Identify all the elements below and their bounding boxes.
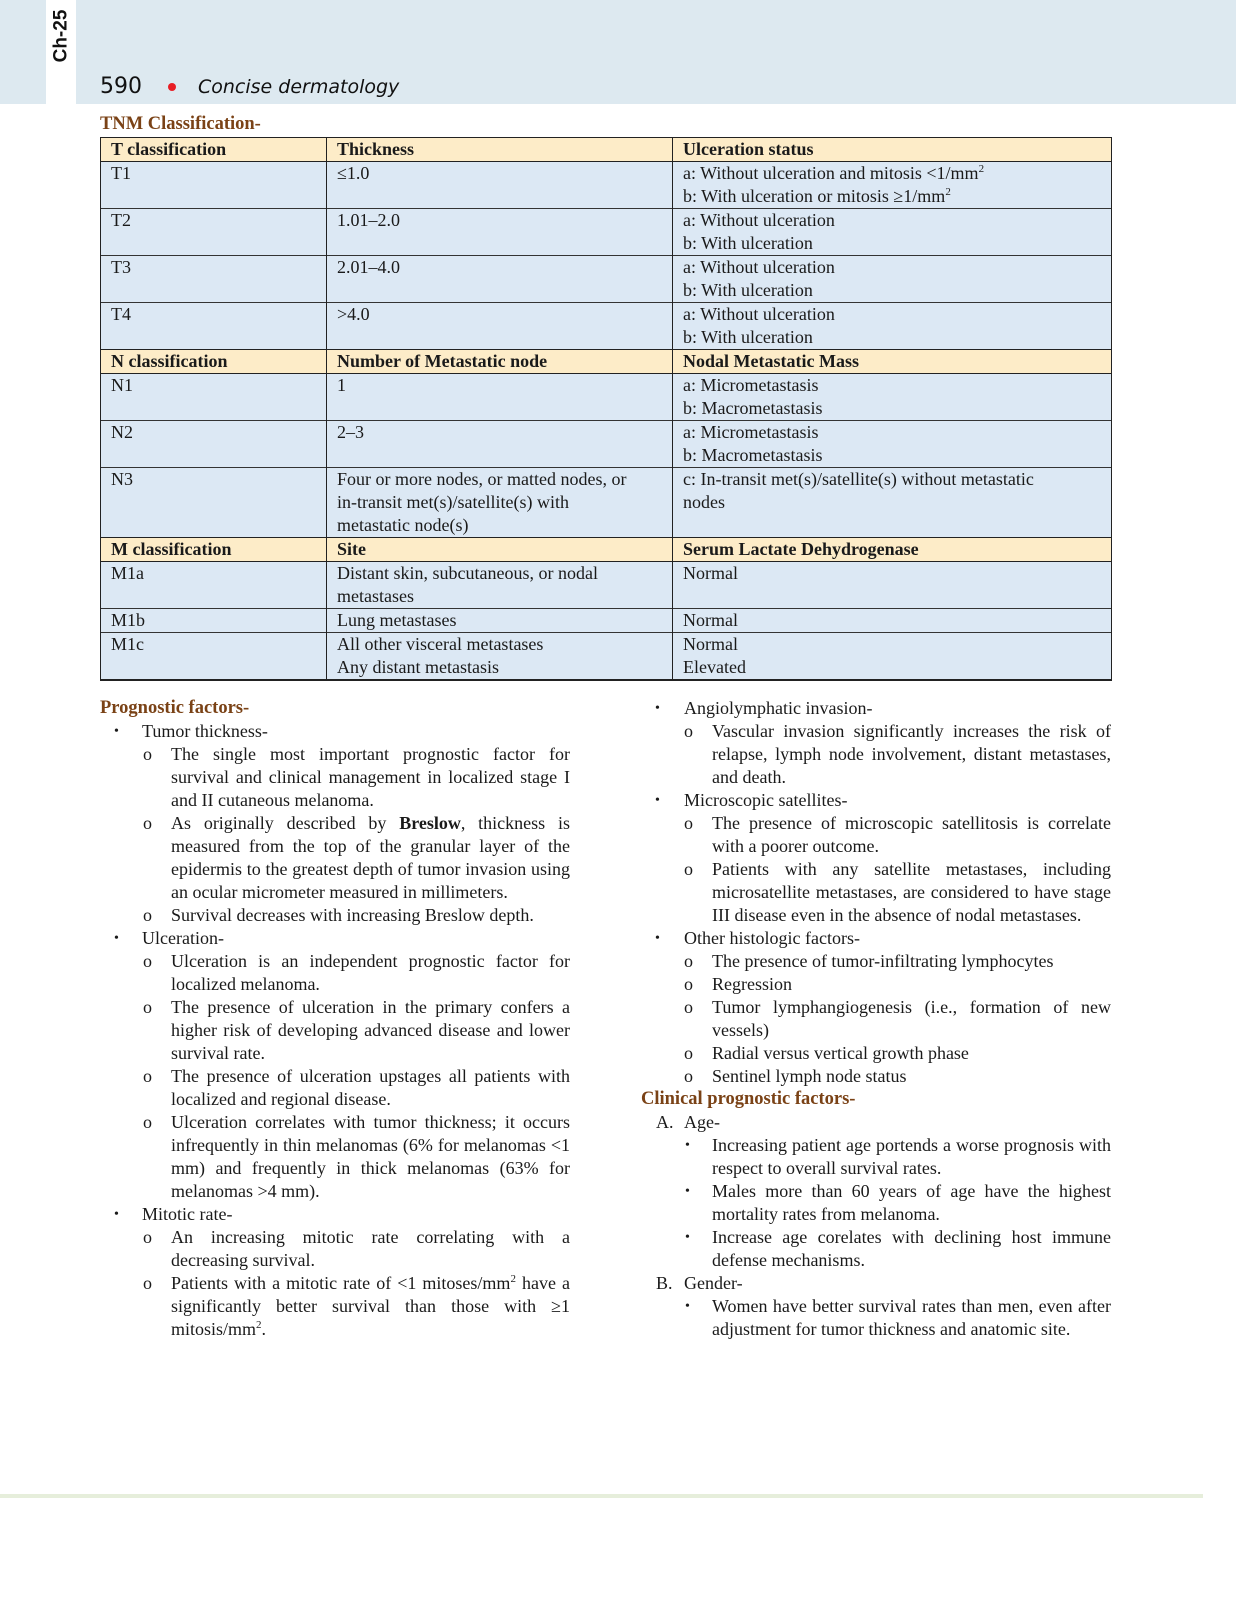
hollow-bullet-icon: o [684, 1066, 693, 1086]
bullet-icon: • [114, 1207, 119, 1222]
column-header: T classification [101, 138, 327, 162]
classification-cell: T2 [101, 209, 327, 256]
sub-list-item: o The single most important prognostic factor for survival and clinical management in localized stage I and II cutaneous melanoma. [143, 744, 570, 810]
sub-list-item: o Radial versus vertical growth phase [684, 1043, 969, 1063]
sub-list-item: o Survival decreases with increasing Breslow depth. [143, 905, 534, 925]
cell-line: nodes [683, 492, 725, 512]
classification-cell: N3 [101, 468, 327, 538]
cell-line: c: In-transit met(s)/satellite(s) without metastatic [683, 469, 1034, 489]
cell-line: b: Macrometastasis [683, 398, 823, 418]
cell-line: a: Without ulceration [683, 257, 835, 277]
hollow-bullet-icon: o [684, 721, 693, 741]
classification-cell: M1c [101, 633, 327, 681]
sub-list-item: o The presence of microscopic satellitosis is correlate with a poorer outcome. [684, 813, 1111, 856]
table-row [101, 162, 1112, 209]
alpha-marker: B. [656, 1273, 673, 1293]
cell-line: b: Macrometastasis [683, 445, 823, 465]
footer-rule [0, 1494, 1203, 1498]
column-header: Ulceration status [673, 138, 1112, 162]
classification-cell: T3 [101, 256, 327, 303]
list-item: • Ulceration- [114, 928, 224, 948]
list-item: • Mitotic rate- [114, 1204, 233, 1224]
sub-list-item: o Tumor lymphangiogenesis (i.e., formation of new vessels) [684, 997, 1111, 1040]
column-header: Nodal Metastatic Mass [673, 350, 1112, 374]
status-cell [673, 303, 1112, 350]
sub-list-item: o As originally described by Breslow, thickness is measured from the top of the granular layer of the epidermis to the greatest depth of tumor invasion using an ocular micrometer measured in millimeters. [143, 813, 570, 902]
cell-line: a: Micrometastasis [683, 375, 819, 395]
red-dot-icon [168, 83, 176, 91]
table-row [101, 374, 1112, 421]
hollow-bullet-icon: o [684, 1043, 693, 1063]
bullet-icon: • [685, 1184, 690, 1199]
superscript: 2 [256, 1319, 262, 1331]
status-cell [673, 468, 1112, 538]
hollow-bullet-icon: o [684, 813, 693, 833]
list-item: • Other histologic factors- [655, 928, 860, 948]
status-cell [673, 209, 1112, 256]
clinical-item: • Women have better survival rates than men, even after adjustment for tumor thickness and anatomic site. [685, 1296, 1111, 1339]
tnm-section-title: TNM Classification- [100, 114, 261, 134]
clinical-item: • Increase age corelates with declining host immune defense mechanisms. [685, 1227, 1111, 1270]
cell-line: b: With ulceration or mitosis $\ge 1/mm^2$ [683, 186, 951, 206]
classification-cell: N2 [101, 421, 327, 468]
table-row [101, 209, 1112, 256]
hollow-bullet-icon: o [143, 905, 152, 925]
column-header: N classification [101, 350, 327, 374]
table-row [101, 609, 1112, 633]
cell-line: Four or more nodes, or matted nodes, or [337, 469, 627, 489]
status-cell [673, 374, 1112, 421]
cell-line: a: Without ulceration and mitosis $<1/mm^2$ [683, 163, 985, 183]
hollow-bullet-icon: o [684, 997, 693, 1017]
table-row [101, 303, 1112, 350]
bullet-icon: • [685, 1138, 690, 1153]
cell-line: b: With ulceration [683, 233, 813, 253]
cell-line: ≤1.0 [337, 163, 370, 183]
hollow-bullet-icon: o [143, 1066, 152, 1086]
column-header: Number of Metastatic node [327, 350, 673, 374]
list-item: • Tumor thickness- [114, 721, 268, 741]
hollow-bullet-icon: o [684, 951, 693, 971]
status-cell [673, 609, 1112, 633]
sub-list-item: o The presence of ulceration upstages all patients with localized and regional disease. [143, 1066, 570, 1109]
cell-line: a: Micrometastasis [683, 422, 819, 442]
sub-list-item: o Sentinel lymph node status [684, 1066, 907, 1086]
clinical-factors-title: Clinical prognostic factors- [641, 1089, 856, 1109]
clinical-group: A. Age- [656, 1112, 720, 1132]
column-header: Serum Lactate Dehydrogenase [673, 538, 1112, 562]
clinical-item: • Increasing patient age portends a worse prognosis with respect to overall survival rates. [685, 1135, 1111, 1178]
status-cell [673, 633, 1112, 681]
left-column [100, 697, 570, 1341]
cell-line: a: Without ulceration [683, 304, 835, 324]
bullet-icon: • [114, 724, 119, 739]
table-row [101, 421, 1112, 468]
hollow-bullet-icon: o [143, 1273, 152, 1293]
value-cell [327, 209, 673, 256]
cell-line: All other visceral metastases [337, 634, 544, 654]
classification-cell: T4 [101, 303, 327, 350]
tnm-classification-table [100, 137, 1112, 681]
classification-cell: N1 [101, 374, 327, 421]
cell-line: metastases [337, 586, 414, 606]
chapter-label: Ch-25 [50, 9, 72, 63]
hollow-bullet-icon: o [143, 813, 152, 833]
cell-line: metastatic node(s) [337, 515, 469, 535]
classification-cell: T1 [101, 162, 327, 209]
cell-line: Normal [683, 610, 738, 630]
value-cell [327, 468, 673, 538]
table-row [101, 633, 1112, 681]
hollow-bullet-icon: o [684, 859, 693, 879]
page-number: 590 [100, 74, 142, 99]
table-row [101, 468, 1112, 538]
sub-list-item: o Ulceration correlates with tumor thickness; it occurs infrequently in thin melanomas (6% for melanomas <1 mm) and frequently in thick melanomas (63% for melanomas >4 mm). [143, 1112, 570, 1201]
value-cell [327, 162, 673, 209]
cell-line: 1 [337, 375, 346, 395]
hollow-bullet-icon: o [143, 951, 152, 971]
prognostic-factors-title: Prognostic factors- [100, 698, 250, 718]
bullet-icon: • [685, 1299, 690, 1314]
status-cell [673, 421, 1112, 468]
cell-line: in-transit met(s)/satellite(s) with [337, 492, 569, 512]
classification-cell: M1a [101, 562, 327, 609]
column-header: Thickness [327, 138, 673, 162]
sub-list-item: o Patients with a mitotic rate of <1 mitoses/$mm^2$ have a significantly better survival than those with ≥1 mitosis/$mm^2$. [143, 1273, 570, 1339]
table-row [101, 562, 1112, 609]
cell-line: Distant skin, subcutaneous, or nodal [337, 563, 598, 583]
bold-term: Breslow [399, 813, 461, 833]
value-cell [327, 421, 673, 468]
column-header: Site [327, 538, 673, 562]
hollow-bullet-icon: o [143, 1112, 152, 1132]
hollow-bullet-icon: o [143, 1227, 152, 1247]
superscript: 2 [978, 163, 985, 175]
book-title: Concise dermatology [198, 75, 400, 98]
cell-line: 2–3 [337, 422, 364, 442]
hollow-bullet-icon: o [684, 974, 693, 994]
cell-line: Elevated [683, 657, 746, 677]
clinical-item: • Males more than 60 years of age have the highest mortality rates from melanoma. [685, 1181, 1111, 1224]
superscript: 2 [510, 1273, 516, 1285]
sub-list-item: o Vascular invasion significantly increases the risk of relapse, lymph node involvement, distant metastases, and death. [684, 721, 1111, 787]
status-cell [673, 162, 1112, 209]
value-cell [327, 374, 673, 421]
cell-line: 2.01–4.0 [337, 257, 400, 277]
cell-line: Normal [683, 634, 738, 654]
right-column [641, 697, 1111, 1341]
hollow-bullet-icon: o [143, 997, 152, 1017]
value-cell [327, 303, 673, 350]
list-item: • Microscopic satellites- [655, 790, 848, 810]
hollow-bullet-icon: o [143, 744, 152, 764]
alpha-marker: A. [656, 1112, 674, 1132]
sub-list-item: o Patients with any satellite metastases, including microsatellite metastases, are considered to have stage III disease even in the absence of nodal metastases. [684, 859, 1111, 925]
superscript: 2 [945, 186, 951, 198]
chapter-tab [46, 0, 76, 104]
list-item: • Angiolymphatic invasion- [655, 698, 873, 718]
sub-list-item: o The presence of tumor-infiltrating lymphocytes [684, 951, 1054, 971]
sub-list-item: o An increasing mitotic rate correlating with a decreasing survival. [143, 1227, 570, 1270]
cell-line: b: With ulceration [683, 327, 813, 347]
value-cell [327, 633, 673, 681]
status-cell [673, 562, 1112, 609]
cell-line: 1.01–2.0 [337, 210, 400, 230]
bullet-icon: • [685, 1230, 690, 1245]
bullet-icon: • [114, 931, 119, 946]
cell-line: Lung metastases [337, 610, 457, 630]
table-header-row [101, 350, 1112, 374]
cell-line: b: With ulceration [683, 280, 813, 300]
cell-line: >4.0 [337, 304, 370, 324]
sub-list-item: o Regression [684, 974, 792, 994]
running-head [100, 74, 399, 99]
bullet-icon: • [655, 701, 660, 716]
cell-line: Normal [683, 563, 738, 583]
column-header: M classification [101, 538, 327, 562]
value-cell [327, 562, 673, 609]
bullet-icon: • [655, 931, 660, 946]
sub-list-item: o Ulceration is an independent prognostic factor for localized melanoma. [143, 951, 570, 994]
value-cell [327, 609, 673, 633]
table-row [101, 256, 1112, 303]
value-cell [327, 256, 673, 303]
clinical-group: B. Gender- [656, 1273, 743, 1293]
table-header-row [101, 138, 1112, 162]
classification-cell: M1b [101, 609, 327, 633]
bullet-icon: • [655, 793, 660, 808]
sub-list-item: o The presence of ulceration in the primary confers a higher risk of developing advanced disease and lower survival rate. [143, 997, 570, 1063]
cell-line: Any distant metastasis [337, 657, 499, 677]
status-cell [673, 256, 1112, 303]
table-header-row [101, 538, 1112, 562]
cell-line: a: Without ulceration [683, 210, 835, 230]
